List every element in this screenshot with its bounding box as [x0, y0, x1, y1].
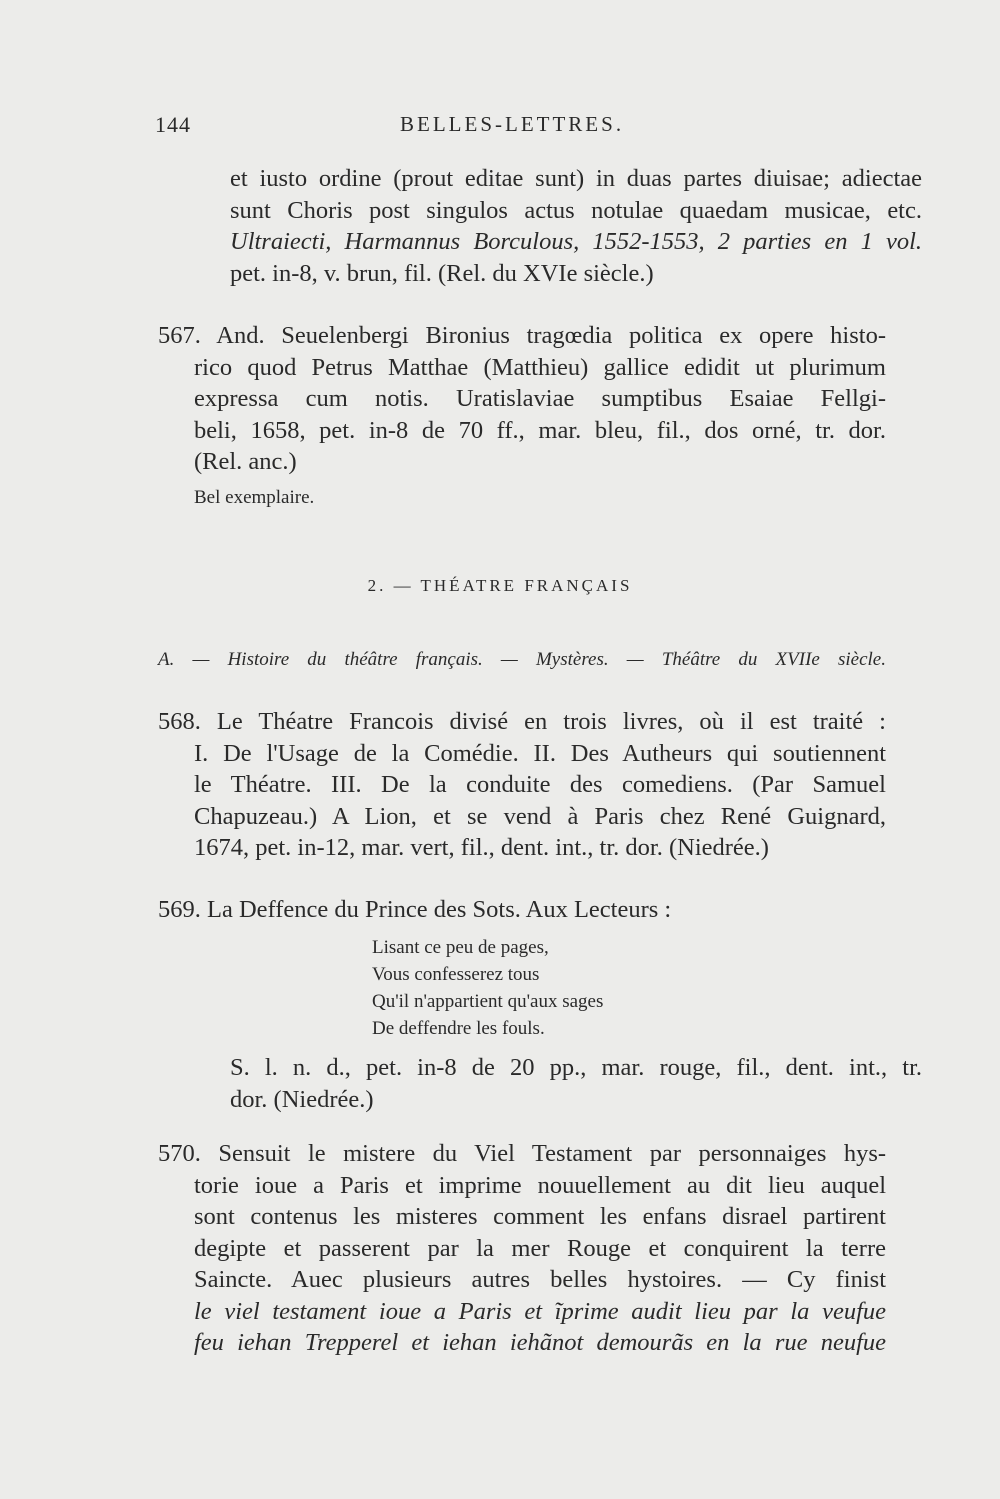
text-line: 569. La Deffence du Prince des Sots. Aux Lecteurs : — [158, 894, 886, 926]
entry-567 — [158, 320, 886, 513]
text-line: torie ioue a Paris et imprime nouuellement au dit lieu auquel — [194, 1171, 886, 1199]
text-line: le viel testament ioue a Paris et ĩprime audit lieu par la veufue — [194, 1297, 886, 1325]
text-line: Chapuzeau.) A Lion, et se vend à Paris chez René Guignard, — [194, 802, 886, 830]
text-line: sunt Choris post singulos actus notulae quaedam musicae, etc. — [230, 196, 922, 224]
text-line: pet. in-8, v. brun, fil. (Rel. du XVIe siècle.) — [230, 259, 654, 287]
entry-569-imprint — [194, 1052, 922, 1115]
text-line: dor. (Niedrée.) — [230, 1085, 374, 1113]
entry-number: 568. — [158, 708, 201, 735]
text-line: et iusto ordine (prout editae sunt) in duas partes diuisae; adiectae — [230, 165, 922, 192]
text-line: feu iehan Trepperel et iehan iehãnot demourãs en la rue neufue — [194, 1329, 886, 1356]
text-line: 568. Le Théatre Francois divisé en trois livres, où il est traité : — [158, 706, 886, 738]
text-line: (Rel. anc.) — [194, 448, 297, 475]
verse-quote — [372, 934, 603, 1042]
text-line: I. De l'Usage de la Comédie. II. Des Autheurs qui soutiennent — [194, 739, 886, 767]
entry-569 — [158, 894, 886, 926]
text-line: sont contenus les misteres comment les enfans disrael partirent — [194, 1203, 886, 1230]
entry-568 — [158, 706, 886, 864]
entry-continuation — [194, 163, 922, 289]
entry-number: 570. — [158, 1140, 201, 1167]
text-line: 570. Sensuit le mistere du Viel Testament par personnaiges hys- — [158, 1138, 886, 1170]
section-title: 2. — THÉATRE FRANÇAIS — [367, 576, 633, 595]
text-line: 1674, pet. in-12, mar. vert, fil., dent. int., tr. dor. (Niedrée.) — [194, 834, 769, 861]
entry-number: 567. — [158, 322, 201, 349]
text-line: beli, 1658, pet. in-8 de 70 ff., mar. bleu, fil., dos orné, tr. dor. — [194, 416, 886, 444]
entry-570 — [158, 1138, 886, 1359]
verse-line: Qu'il n'appartient qu'aux sages — [372, 991, 604, 1012]
text-line: Saincte. Auec plusieurs autres belles hystoires. — Cy finist — [194, 1266, 886, 1293]
text-line: 567. And. Seuelenbergi Bironius tragœdia politica ex opere histo- — [158, 320, 886, 352]
text-line: rico quod Petrus Matthae (Matthieu) gallice edidit ut plurimum — [194, 353, 886, 381]
text-line: le Théatre. III. De la conduite des comediens. (Par Samuel — [194, 771, 886, 798]
verse-line: Lisant ce peu de pages, — [372, 937, 549, 958]
verse-line: Vous confesserez tous — [372, 964, 540, 985]
running-title: BELLES-LETTRES. — [400, 112, 625, 136]
text-line: degipte et passerent par la mer Rouge et conquirent la terre — [194, 1234, 886, 1262]
text-line: Ultraiecti, Harmannus Borculous, 1552-1553, 2 parties en 1 vol. — [230, 228, 922, 255]
page-number: 144 — [155, 112, 191, 137]
entry-number: 569. — [158, 896, 201, 923]
entry-note: Bel exemplaire. — [194, 486, 315, 508]
subsection-title: A. — Histoire du théâtre français. — Mystères. — Théâtre du XVIIe siècle. — [158, 649, 886, 670]
verse-line: De deffendre les fouls. — [372, 1018, 545, 1039]
page-header — [155, 112, 890, 142]
text-line: S. l. n. d., pet. in-8 de 20 pp., mar. rouge, fil., dent. int., tr. — [230, 1054, 922, 1081]
text-line: expressa cum notis. Uratislaviae sumptibus Esaiae Fellgi- — [194, 385, 886, 412]
